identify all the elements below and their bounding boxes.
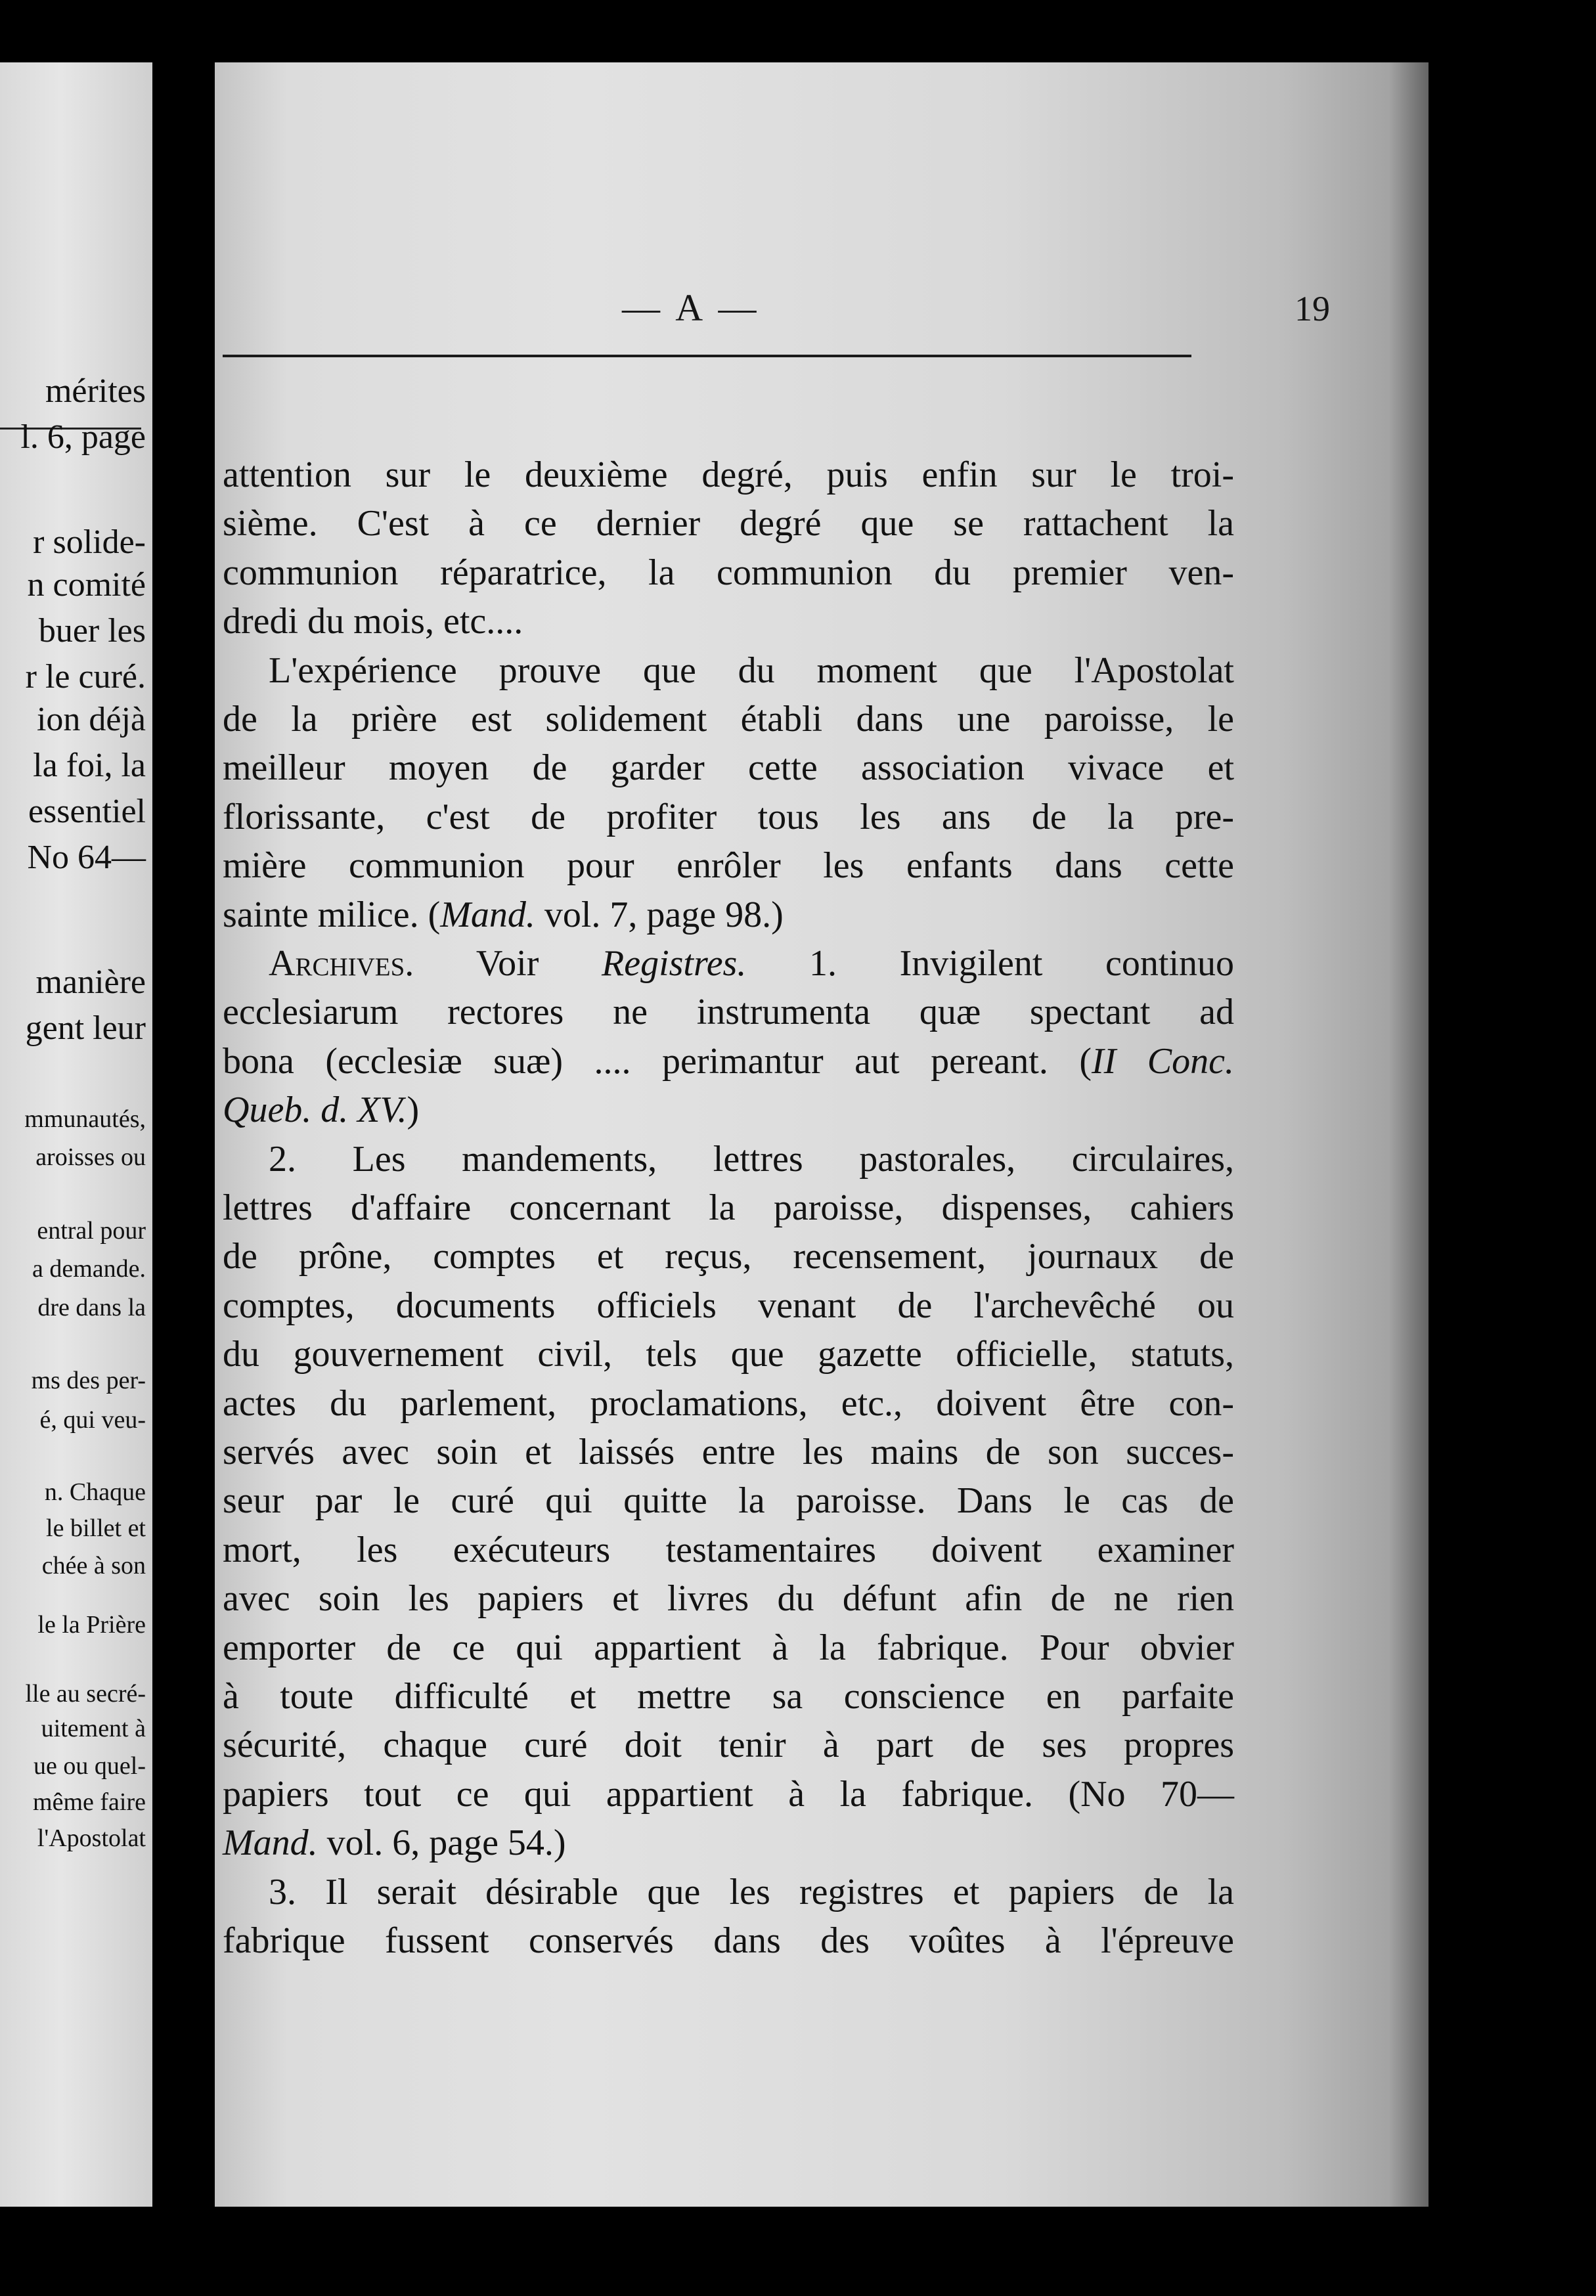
body-line: bona (ecclesiæ suæ) .... perimantur aut pereant. (II Conc.: [223, 1040, 1235, 1082]
body-line: servés avec soin et laissés entre les mains de son succes-: [223, 1432, 1234, 1472]
left-page-line: uitement à: [41, 1715, 146, 1742]
left-page-line: n. Chaque: [44, 1478, 146, 1506]
body-line: mort, les exécuteurs testamentaires doivent examiner: [223, 1529, 1234, 1570]
body-line: Queb. d. XV.): [223, 1090, 420, 1131]
book-gutter: [152, 0, 215, 2296]
body-line: comptes, documents officiels venant de l'archevêché ou: [223, 1285, 1234, 1326]
section-letter: — A —: [622, 286, 761, 329]
body-line: seur par le curé qui quitte la paroisse. Dans le cas de: [223, 1480, 1234, 1522]
header-rule: [223, 355, 1191, 357]
left-page-line: n comité: [27, 566, 146, 604]
left-page-line: chée à son: [41, 1552, 146, 1579]
body-line: emporter de ce qui appartient à la fabrique. Pour obvier: [223, 1627, 1234, 1668]
left-page-line: le la Prière: [37, 1611, 146, 1639]
left-page-line: essentiel: [28, 793, 146, 830]
left-page-line: r le curé.: [25, 658, 146, 695]
left-page-line: ion déjà: [36, 701, 146, 738]
left-page-line: même faire: [33, 1788, 146, 1816]
left-page-line: entral pour: [37, 1217, 146, 1245]
left-page-line: dre dans la: [37, 1294, 146, 1321]
body-line: attention sur le deuxième degré, puis enfin sur le troi-: [223, 454, 1234, 495]
body-line: actes du parlement, proclamations, etc., doivent être con-: [223, 1382, 1234, 1424]
book-page: [215, 62, 1429, 2207]
body-line: 2. Les mandements, lettres pastorales, circulaires,: [269, 1138, 1234, 1180]
body-line: lettres d'affaire concernant la paroisse, dispenses, cahiers: [223, 1187, 1234, 1228]
left-page-line: manière: [35, 963, 146, 1001]
body-line: Archives. Voir Registres. 1. Invigilent continuo: [269, 943, 1235, 984]
body-line: mière communion pour enrôler les enfants dans cette: [223, 845, 1234, 887]
body-line: L'expérience prouve que du moment que l'Apostolat: [269, 650, 1234, 691]
scan-border-right: [1429, 0, 1596, 2296]
left-page-line: ms des per-: [31, 1367, 146, 1394]
body-line: avec soin les papiers et livres du défunt afin de ne rien: [223, 1578, 1234, 1620]
left-page-line: aroisses ou: [35, 1143, 146, 1171]
body-line: florissante, c'est de profiter tous les ans de la pre-: [223, 796, 1234, 837]
left-page-line: l'Apostolat: [37, 1824, 146, 1852]
left-page-line: lle au secré-: [25, 1680, 146, 1708]
body-line: sième. C'est à ce dernier degré que se rattachent la: [223, 503, 1234, 544]
left-page-line: é, qui veu-: [39, 1406, 146, 1434]
body-line: fabrique fussent conservés dans des voûtes à l'épreuve: [223, 1920, 1234, 1961]
running-head: [215, 286, 1429, 338]
left-page-line: a demande.: [32, 1255, 146, 1283]
page-number: 19: [1295, 289, 1330, 328]
body-line: papiers tout ce qui appartient à la fabrique. (No 70—: [223, 1773, 1234, 1815]
body-line: sécurité, chaque curé doit tenir à part de ses propres: [223, 1725, 1234, 1766]
left-page-line: ue ou quel-: [33, 1752, 146, 1780]
body-line: Mand. vol. 6, page 54.): [223, 1822, 566, 1864]
body-line: 3. Il serait désirable que les registres et papiers de la: [269, 1871, 1234, 1912]
previous-page-fragment: [0, 62, 152, 2259]
body-line: de la prière est solidement établi dans une paroisse, le: [223, 699, 1234, 740]
body-line: dredi du mois, etc....: [223, 601, 523, 642]
body-line: ecclesiarum rectores ne instrumenta quæ spectant ad: [223, 992, 1234, 1033]
left-page-line: No 64—: [27, 839, 146, 876]
left-page-line: mérites: [45, 372, 146, 410]
left-page-line: mmunautés,: [24, 1105, 146, 1133]
left-page-line: gent leur: [25, 1009, 146, 1047]
left-page-line: buer les: [38, 612, 146, 650]
left-page-line: le billet et: [46, 1514, 146, 1542]
left-page-line: l. 6, page: [20, 418, 146, 456]
body-line: du gouvernement civil, tels que gazette officielle, statuts,: [223, 1334, 1234, 1375]
left-page-line: r solide-: [33, 523, 146, 561]
body-line: de prône, comptes et reçus, recensement, journaux de: [223, 1236, 1234, 1277]
body-line: sainte milice. (Mand. vol. 7, page 98.): [223, 894, 784, 935]
scan-border-bottom: [0, 2207, 1596, 2296]
body-line: communion réparatrice, la communion du premier ven-: [223, 552, 1234, 593]
left-page-line: la foi, la: [33, 747, 146, 784]
body-line: meilleur moyen de garder cette association vivace et: [223, 747, 1234, 789]
body-line: à toute difficulté et mettre sa conscience en parfaite: [223, 1676, 1234, 1717]
